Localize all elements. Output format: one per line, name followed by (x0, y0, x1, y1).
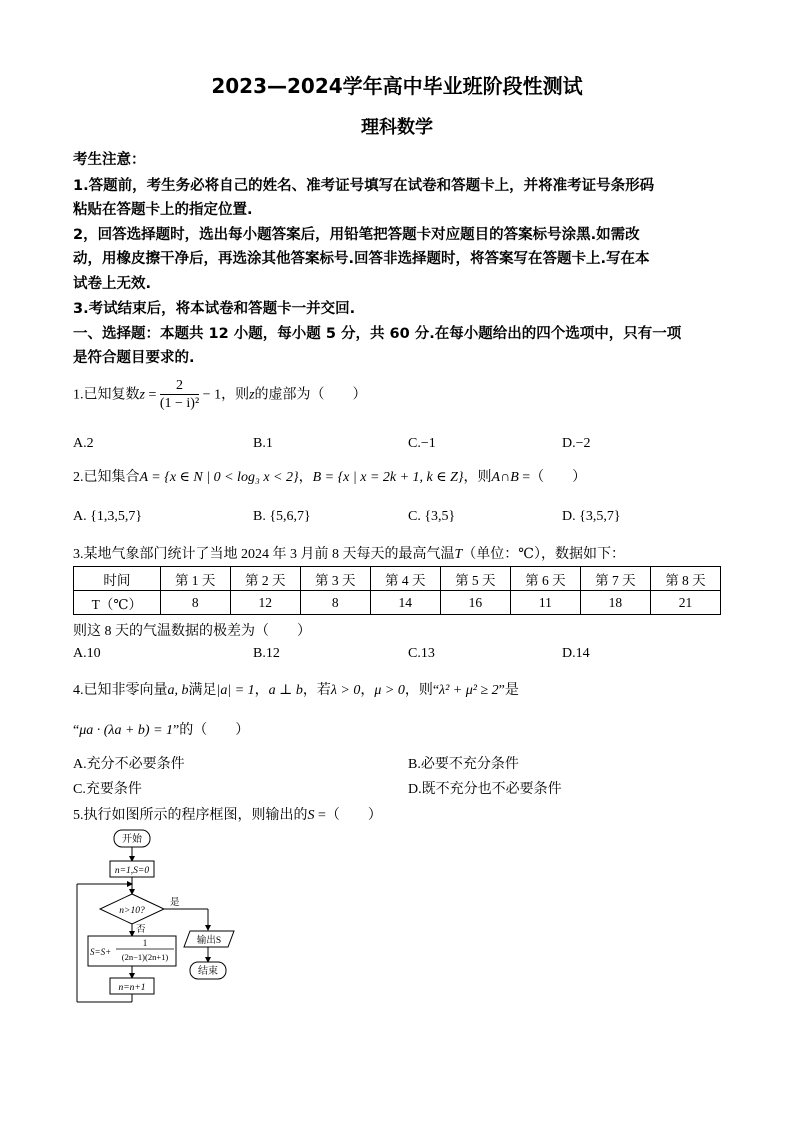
table-cell: 第 8 天 (650, 567, 720, 591)
table-header-row (74, 567, 721, 591)
option-b: B.12 (253, 646, 280, 661)
flow-inc-label: n=n+1 (118, 983, 146, 993)
flow-end-label: 结束 (198, 966, 218, 977)
exam-subtitle: 理科数学 (361, 117, 433, 138)
table-cell: 第 1 天 (160, 567, 230, 591)
table-cell: 第 5 天 (440, 567, 510, 591)
table-cell: 12 (230, 591, 300, 615)
option-d: D.既不充分也不必要条件 (408, 782, 562, 797)
table-cell: 8 (160, 591, 230, 615)
option-c: C.充要条件 (73, 782, 142, 797)
table-cell: 16 (440, 591, 510, 615)
table-cell: T（℃） (74, 591, 161, 615)
table-cell: 时间 (74, 567, 161, 591)
option-b: B. {5,6,7} (253, 509, 311, 524)
flow-output-label: 输出S (196, 936, 222, 946)
fraction: $\frac{2}{\text{(1 − i)²}}$ (159, 378, 200, 411)
option-a: A.2 (73, 436, 94, 451)
option-d: D.14 (562, 646, 590, 661)
table-cell: 14 (370, 591, 440, 615)
question-2: 2.已知集合A = {x ∈ N | 0 < log₃ x < 2}，B = {x | x = 2k + 1, k ∈ Z}，则A∩B =（ ） (73, 470, 587, 485)
option-c: C.13 (408, 646, 435, 661)
notice-line: 1.答题前，考生务必将自己的姓名、准考证号填写在试卷和答题卡上，并将准考证号条形码 (73, 178, 655, 194)
question-3: 3.某地气象部门统计了当地 2024 年 3 月前 8 天每天的最高气温T（单位：℃），数据如下： (73, 547, 625, 562)
table-row (74, 591, 721, 615)
temperature-table (73, 566, 721, 615)
flow-no-label: 否 (136, 925, 146, 935)
notice-line: 2，回答选择题时，选出每小题答案后，用铅笔把答题卡对应题目的答案标号涂黑.如需改 (73, 227, 640, 243)
notice-line: 动，用橡皮擦干净后，再选涂其他答案标号.回答非选择题时，将答案写在答题卡上.写在本 (73, 251, 650, 267)
option-c: C. {3,5} (408, 509, 456, 524)
question-5: 5.执行如图所示的程序框图，则输出的S =（ ） (73, 808, 382, 823)
table-cell: 8 (300, 591, 370, 615)
section-heading-cont: 是符合题目要求的. (73, 350, 195, 366)
flow-init-label: n=1,S=0 (114, 866, 150, 876)
option-c: C.−1 (408, 436, 436, 451)
table-cell: 第 3 天 (300, 567, 370, 591)
table-cell: 18 (580, 591, 650, 615)
flowchart (70, 826, 250, 1006)
option-d: D. {3,5,7} (562, 509, 621, 524)
question-1: 1.已知复数z = $\frac{2}{\text{(1 − i)²}}$ − 1，则z的虚部为（ ） (73, 378, 367, 411)
table-cell: 第 6 天 (510, 567, 580, 591)
flow-start-label: 开始 (122, 834, 142, 845)
question-3-ask: 则这 8 天的气温数据的极差为（ ） (73, 624, 311, 639)
option-d: D.−2 (562, 436, 591, 451)
notice-line: 试卷上无效. (73, 276, 152, 292)
notice-heading: 考生注意： (73, 152, 146, 168)
option-b: B.必要不充分条件 (408, 757, 519, 772)
table-cell: 第 4 天 (370, 567, 440, 591)
option-a: A.10 (73, 646, 101, 661)
flow-update-den: (2n−1)(2n+1) (121, 952, 169, 962)
notice-line: 3.考试结束后，将本试卷和答题卡一并交回. (73, 301, 356, 317)
flow-yes-label: 是 (170, 898, 180, 908)
question-4: 4.已知非零向量a, b满足|a| = 1，a ⊥ b，若λ > 0，μ > 0，则“λ² + μ² ≥ 2”是 (73, 683, 519, 698)
question-4-cont: “μa · (λa + b) = 1”的（ ） (73, 723, 250, 738)
exam-title: 2023—2024学年高中毕业班阶段性测试 (211, 74, 583, 98)
option-b: B.1 (253, 436, 273, 451)
section-heading: 一、选择题：本题共 12 小题，每小题 5 分，共 60 分.在每小题给出的四个选项中，只有一项 (73, 326, 682, 342)
flow-update-num: 1 (142, 938, 148, 948)
option-a: A.充分不必要条件 (73, 757, 185, 772)
option-a: A. {1,3,5,7} (73, 509, 143, 524)
table-cell: 11 (510, 591, 580, 615)
table-cell: 第 7 天 (580, 567, 650, 591)
table-cell: 第 2 天 (230, 567, 300, 591)
notice-line: 粘贴在答题卡上的指定位置. (73, 202, 253, 218)
flow-update-lhs: S=S+ (90, 947, 112, 957)
table-cell: 21 (650, 591, 720, 615)
flow-decision-label: n>10? (119, 906, 145, 916)
